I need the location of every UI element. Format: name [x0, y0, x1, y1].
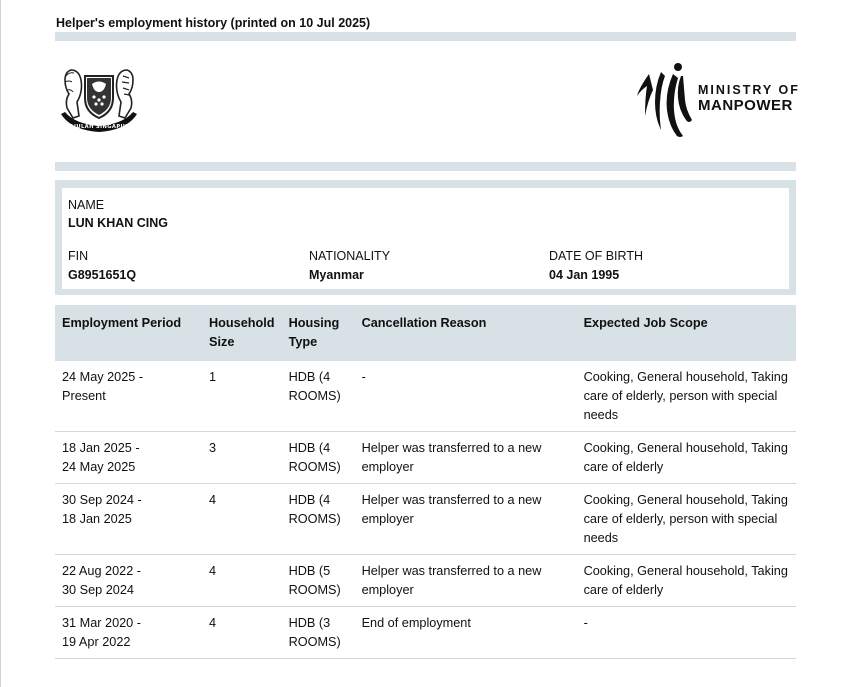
period-end: Present — [62, 389, 106, 403]
table-header-row — [55, 305, 796, 361]
period-end: 30 Sep 2024 — [62, 583, 134, 597]
cell-job-scope: Cooking, General household, Taking care of elderly, person with special needs — [577, 361, 796, 432]
cell-housing-type: HDB (4 ROOMS) — [282, 432, 355, 484]
helper-info-card — [62, 188, 789, 289]
employment-history-table — [55, 305, 796, 659]
cell-cancellation-reason: End of employment — [355, 607, 577, 659]
period-end: 24 May 2025 — [62, 460, 136, 474]
table-row — [55, 432, 796, 484]
header-household-size: Household Size — [202, 305, 282, 361]
fin-label: FIN — [68, 249, 89, 263]
period-start: 30 Sep 2024 - — [62, 493, 142, 507]
period-end: 18 Jan 2025 — [62, 512, 132, 526]
helper-info-panel — [55, 180, 796, 295]
cell-period — [55, 607, 202, 659]
cell-cancellation-reason: - — [355, 361, 577, 432]
header-divider — [55, 32, 796, 41]
ministry-line-1: MINISTRY OF — [698, 83, 800, 97]
cell-cancellation-reason: Helper was transferred to a new employer — [355, 432, 577, 484]
document-title: Helper's employment history (printed on 10 Jul 2025) — [56, 16, 371, 30]
section-divider — [55, 162, 796, 171]
nationality-value: Myanmar — [309, 268, 364, 282]
ministry-line-2: MANPOWER — [698, 97, 793, 114]
cell-job-scope: Cooking, General household, Taking care of elderly — [577, 432, 796, 484]
cell-cancellation-reason: Helper was transferred to a new employer — [355, 555, 577, 607]
cell-period — [55, 432, 202, 484]
cell-cancellation-reason: Helper was transferred to a new employer — [355, 484, 577, 555]
singapore-crest-logo — [57, 62, 141, 136]
period-start: 22 Aug 2022 - — [62, 564, 142, 578]
cell-household-size: 4 — [202, 484, 282, 555]
cell-household-size: 4 — [202, 607, 282, 659]
nationality-label: NATIONALITY — [309, 249, 391, 263]
ministry-name — [698, 83, 800, 113]
cell-household-size: 1 — [202, 361, 282, 432]
cell-job-scope: Cooking, General household, Taking care of elderly, person with special needs — [577, 484, 796, 555]
cell-housing-type: HDB (4 ROOMS) — [282, 361, 355, 432]
cell-period — [55, 361, 202, 432]
table-row — [55, 607, 796, 659]
header-expected-job-scope: Expected Job Scope — [577, 305, 796, 361]
cell-housing-type: HDB (5 ROOMS) — [282, 555, 355, 607]
table-row — [55, 484, 796, 555]
cell-household-size: 4 — [202, 555, 282, 607]
cell-housing-type: HDB (3 ROOMS) — [282, 607, 355, 659]
date-of-birth-label: DATE OF BIRTH — [549, 249, 643, 263]
fin-value: G8951651Q — [68, 268, 137, 282]
cell-housing-type: HDB (4 ROOMS) — [282, 484, 355, 555]
header-cancellation-reason: Cancellation Reason — [355, 305, 577, 361]
cell-job-scope: - — [577, 607, 796, 659]
table-row — [55, 361, 796, 432]
period-start: 18 Jan 2025 - — [62, 441, 140, 455]
period-start: 31 Mar 2020 - — [62, 616, 141, 630]
cell-job-scope: Cooking, General household, Taking care of elderly — [577, 555, 796, 607]
cell-period — [55, 555, 202, 607]
header-housing-type: Housing Type — [282, 305, 355, 361]
name-label: NAME — [68, 198, 105, 212]
header-employment-period: Employment Period — [55, 305, 202, 361]
cell-period — [55, 484, 202, 555]
period-start: 24 May 2025 - — [62, 370, 144, 384]
table-row — [55, 555, 796, 607]
cell-household-size: 3 — [202, 432, 282, 484]
date-of-birth-value: 04 Jan 1995 — [549, 268, 620, 282]
period-end: 19 Apr 2022 — [62, 635, 131, 649]
crest-motto: MAJULAH SINGAPURA — [64, 124, 134, 130]
name-value: LUN KHAN CING — [68, 216, 168, 230]
